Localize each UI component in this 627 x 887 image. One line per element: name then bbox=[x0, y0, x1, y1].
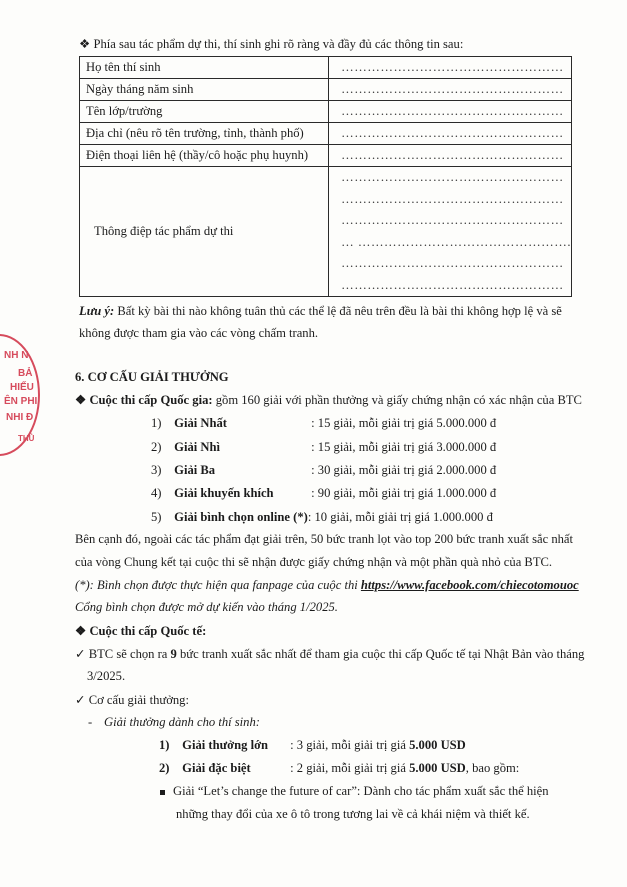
sub-heading: - Giải thưởng dành cho thí sinh: bbox=[88, 715, 260, 729]
form-label: Ngày tháng năm sinh bbox=[80, 79, 329, 101]
prize-name: Giải Ba bbox=[174, 463, 216, 477]
dot-line: …………………………………………… bbox=[341, 277, 564, 292]
intl-prize-row: 1) Giải thưởng lớn : 3 giải, mỗi giải trị giá 5.000 USD bbox=[159, 738, 466, 752]
form-label: Điện thoại liên hệ (thầy/cô hoặc phụ huynh) bbox=[80, 145, 329, 167]
form-blank: …………………………………………… bbox=[329, 145, 572, 167]
prize-detail: : 90 giải, mỗi giải trị giá 1.000.000 đ bbox=[311, 486, 497, 500]
info-form-table bbox=[79, 56, 572, 297]
fanpage-link[interactable]: https://www.facebook.com/chiecotomouoc bbox=[360, 578, 579, 592]
intl-prize-row: 2) Giải đặc biệt : 2 giải, mỗi giải trị giá 5.000 USD, bao gồm: bbox=[159, 761, 520, 775]
national-intro bbox=[75, 392, 582, 408]
prize-detail: : 10 giải, mỗi giải trị giá 1.000.000 đ bbox=[307, 510, 493, 524]
square-bullet-icon bbox=[160, 790, 165, 795]
prize-detail: : 15 giải, mỗi giải trị giá 3.000.000 đ bbox=[311, 440, 497, 454]
international-item-2: ✓ Cơ cấu giải thưởng: bbox=[75, 693, 189, 707]
dot-line: …………………………………………… bbox=[341, 191, 564, 206]
note-text: Bất kỳ bài thi nào không tuân thủ các thể lệ đã nêu trên đều là bài thi không hợp lệ và sẽ bbox=[114, 304, 562, 318]
form-blank: …………………………………………… bbox=[329, 79, 572, 101]
prize-name: Giải Nhì bbox=[174, 440, 220, 454]
form-row bbox=[80, 145, 572, 167]
footnote-line-2: Cổng bình chọn được mở dự kiến vào tháng 1/2025. bbox=[75, 600, 338, 614]
prize-detail: : 30 giải, mỗi giải trị giá 2.000.000 đ bbox=[311, 463, 497, 477]
prize-name: Giải đặc biệt bbox=[182, 761, 251, 775]
prize-row: 2) Giải Nhì : 15 giải, mỗi giải trị giá 3.000.000 đ bbox=[151, 440, 497, 454]
note-line-1 bbox=[79, 304, 562, 319]
dot-line: …………………………………………… bbox=[341, 256, 564, 270]
prize-name: Giải bình chọn online (*) bbox=[174, 510, 308, 524]
international-item-1-cont: 3/2025. bbox=[87, 669, 126, 683]
note-line-2: không được tham gia vào các vòng chấm tranh. bbox=[79, 326, 319, 340]
form-label: Họ tên thí sinh bbox=[80, 57, 329, 79]
form-label: Địa chỉ (nêu rõ tên trường, tỉnh, thành phố) bbox=[80, 123, 329, 145]
footnote-line bbox=[75, 578, 579, 593]
form-label-message: Thông điệp tác phẩm dự thi bbox=[80, 167, 329, 297]
prize-row: 5) Giải bình chọn online (*): 10 giải, mỗi giải trị giá 1.000.000 đ bbox=[151, 510, 493, 524]
paragraph-line: của vòng Chung kết tại cuộc thi sẽ nhận được giấy chứng nhận và một phần quà nhỏ của BTC. bbox=[75, 555, 553, 569]
form-row bbox=[80, 123, 572, 145]
prize-name: Giải khuyến khích bbox=[174, 486, 274, 500]
form-row-message bbox=[80, 167, 572, 297]
form-row bbox=[80, 57, 572, 79]
prize-detail: : 15 giải, mỗi giải trị giá 5.000.000 đ bbox=[311, 416, 497, 430]
footnote-text: (*): Bình chọn được thực hiện qua fanpage của cuộc thi bbox=[75, 578, 361, 592]
paragraph-line: Bên cạnh đó, ngoài các tác phẩm đạt giải trên, 50 bức tranh lọt vào top 200 bức tranh xuất sắc nhất bbox=[75, 532, 574, 546]
international-item-1: ✓ BTC sẽ chọn ra 9 bức tranh xuất sắc nhất để tham gia cuộc thi cấp Quốc tế tại Nhật Bản vào tháng bbox=[75, 647, 585, 661]
note-prefix: Lưu ý: bbox=[79, 304, 115, 318]
prize-row: 4) Giải khuyến khích : 90 giải, mỗi giải trị giá 1.000.000 đ bbox=[151, 486, 497, 500]
national-desc: gồm 160 giải với phần thưởng và giấy chứng nhận có xác nhận của BTC bbox=[212, 393, 582, 407]
special-prize-bullet-cont: những thay đổi của xe ô tô trong tương lai về cả khái niệm và thiết kế. bbox=[176, 807, 530, 821]
prize-row: 1) Giải Nhất : 15 giải, mỗi giải trị giá 5.000.000 đ bbox=[151, 416, 497, 430]
form-blank: …………………………………………… bbox=[329, 101, 572, 123]
international-title: ❖ Cuộc thi cấp Quốc tế: bbox=[75, 624, 207, 638]
dot-line: …………………………………………… bbox=[341, 170, 564, 184]
form-blank-message bbox=[329, 167, 572, 297]
form-row bbox=[80, 101, 572, 123]
special-prize-bullet: Giải “Let’s change the future of car”: Dành cho tác phẩm xuất sắc thể hiện bbox=[160, 784, 549, 799]
form-blank: …………………………………………… bbox=[329, 123, 572, 145]
red-seal-stamp: NH N BẢ HIẾU ÊN PHI NHI Đ THỦ bbox=[0, 334, 40, 456]
form-row bbox=[80, 79, 572, 101]
intro-text: ❖ Phía sau tác phẩm dự thi, thí sinh ghi rõ ràng và đầy đủ các thông tin sau: bbox=[79, 37, 464, 51]
prize-name: Giải thưởng lớn bbox=[182, 738, 269, 752]
dot-line: … …………………………………………. bbox=[341, 234, 571, 249]
form-blank: …………………………………………… bbox=[329, 57, 572, 79]
section-heading: 6. CƠ CẤU GIẢI THƯỞNG bbox=[75, 370, 229, 384]
prize-name: Giải Nhất bbox=[174, 416, 227, 430]
dot-line: …………………………………………… bbox=[341, 213, 564, 227]
national-title: ❖ Cuộc thi cấp Quốc gia: bbox=[75, 393, 213, 407]
form-label: Tên lớp/trường bbox=[80, 101, 329, 123]
prize-row: 3) Giải Ba : 30 giải, mỗi giải trị giá 2.000.000 đ bbox=[151, 463, 497, 477]
